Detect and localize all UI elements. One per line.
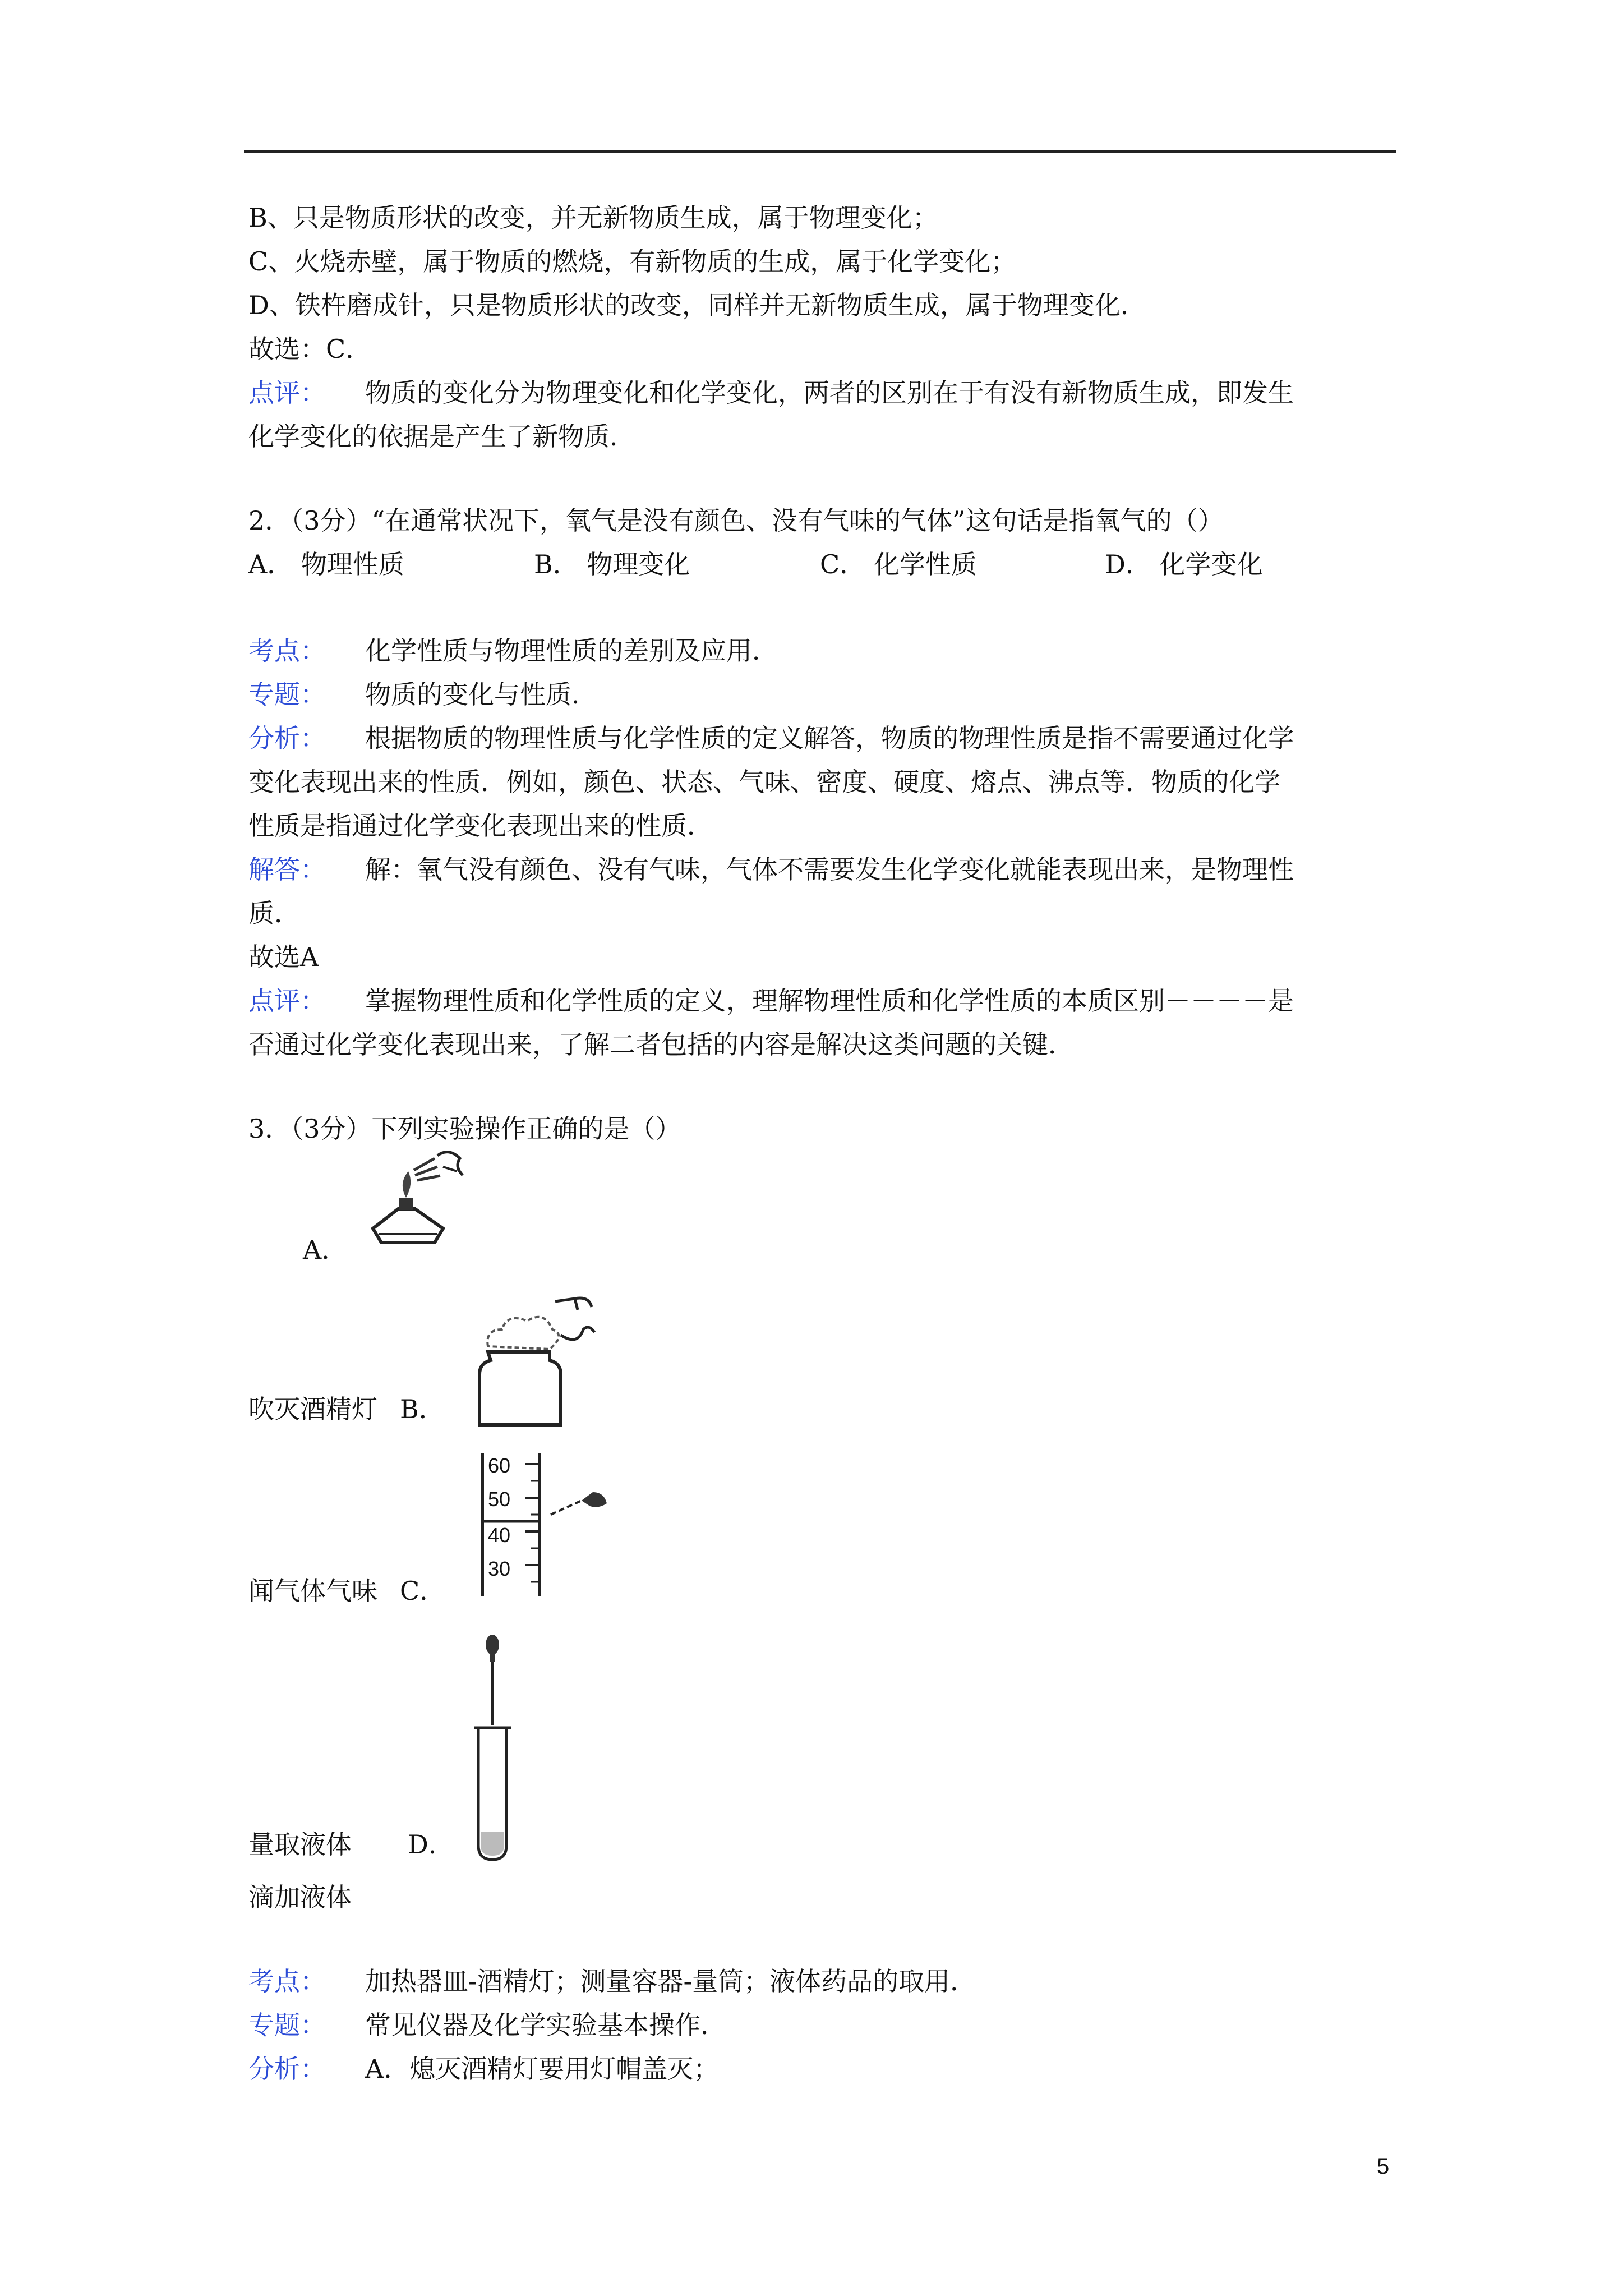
q3-zhuanti [248,2008,726,2042]
q2-answer: 故选A [248,942,319,972]
dropper-test-tube-figure [474,1632,524,1862]
q3-option-a-label: A． [303,1235,348,1265]
q2-option-b: B． 物理变化 [534,549,690,579]
q2-jieda [248,853,1294,886]
fenxi-text: A．熄灭酒精灯要用灯帽盖灭； [365,2054,720,2084]
tick-label-60: 60 [488,1454,511,1477]
kaodian-text: 化学性质与物理性质的差别及应用． [365,636,778,666]
kaodian-label: 考点： [248,1966,326,1996]
q3-fenxi [248,2052,719,2086]
zhuanti-label: 专题： [248,2010,326,2040]
comment-text: 物质的变化分为物理变化和化学变化，两者的区别在于有没有新物质生成，即发生 [365,378,1294,408]
q2-comment-cont: 否通过化学变化表现出来，了解二者包括的内容是解决这类问题的关键． [248,1029,1074,1060]
q3-stem: 3．（3分）下列实验操作正确的是（） [248,1114,681,1144]
q1-comment-cont: 化学变化的依据是产生了新物质． [248,421,635,452]
q3-option-b-label: B． [400,1394,445,1424]
caption-blow-lamp: 吹灭酒精灯 [248,1394,377,1424]
zhuanti-text: 物质的变化与性质． [365,679,597,710]
fenxi-label: 分析： [248,723,326,753]
gas-bottle-smell-figure [477,1290,600,1430]
q2-comment [248,984,1294,1018]
q3-option-b-caption [248,1574,445,1608]
zhuanti-label: 专题： [248,679,326,710]
q2-fenxi-cont-1: 变化表现出来的性质．例如，颜色、状态、气味、密度、硬度、熔点、沸点等．物质的化学 [248,767,1280,797]
q1-option-c-explanation: C、火烧赤壁，属于物质的燃烧，有新物质的生成，属于化学变化； [248,246,1017,277]
q2-option-d: D． 化学变化 [1105,549,1263,579]
graduated-cylinder-figure [478,1453,624,1599]
q3-kaodian [248,1964,976,1998]
jieda-label: 解答： [248,854,326,885]
q3-option-a-caption [248,1392,445,1426]
kaodian-text: 加热器皿-酒精灯；测量容器-量筒；液体药品的取用． [365,1966,976,1996]
q3-option-d-label: D． [408,1829,454,1860]
q2-zhuanti [248,678,597,711]
comment-label: 点评： [248,378,326,408]
q2-kaodian [248,634,778,668]
tick-label-40: 40 [488,1524,511,1547]
zhuanti-text: 常见仪器及化学实验基本操作． [365,2010,726,2040]
q3-option-c-caption [248,1828,454,1861]
header-rule [244,150,1396,153]
q2-jieda-cont: 质． [248,898,300,928]
page-number: 5 [1377,2154,1390,2179]
alcohol-lamp-blow-figure [359,1144,471,1245]
tick-label-50: 50 [488,1488,511,1511]
q1-option-b-explanation: B、只是物质形状的改变，并无新物质生成，属于物理变化； [248,203,938,233]
q2-option-c: C． 化学性质 [820,549,977,579]
jieda-text: 解：氧气没有颜色、没有气味，气体不需要发生化学变化就能表现出来，是物理性 [365,854,1294,885]
fenxi-label: 分析： [248,2054,326,2084]
q1-comment [248,376,1294,409]
tick-label-30: 30 [488,1557,511,1580]
q1-option-d-explanation: D、铁杵磨成针，只是物质形状的改变，同样并无新物质生成，属于物理变化． [248,290,1146,320]
fenxi-text: 根据物质的物理性质与化学性质的定义解答，物质的物理性质是指不需要通过化学 [365,723,1294,753]
q2-fenxi-cont-2: 性质是指通过化学变化表现出来的性质． [248,811,713,841]
q2-fenxi [248,721,1294,755]
q3-option-d-caption: 滴加液体 [248,1882,352,1912]
comment-label: 点评： [248,986,326,1016]
kaodian-label: 考点： [248,636,326,666]
comment-text: 掌握物理性质和化学性质的定义，理解物理性质和化学性质的本质区别－－－－是 [365,986,1294,1016]
caption-measure-liquid: 量取液体 [248,1829,352,1860]
caption-smell-gas: 闻气体气味 [248,1576,377,1606]
q2-option-a: A． 物理性质 [248,549,404,579]
q1-answer: 故选：C． [248,334,372,364]
q3-option-c-label: C． [400,1576,446,1606]
q2-stem: 2．（3分）“在通常状况下，氧气是没有颜色、没有气味的气体”这句话是指氧气的（） [248,505,1224,536]
